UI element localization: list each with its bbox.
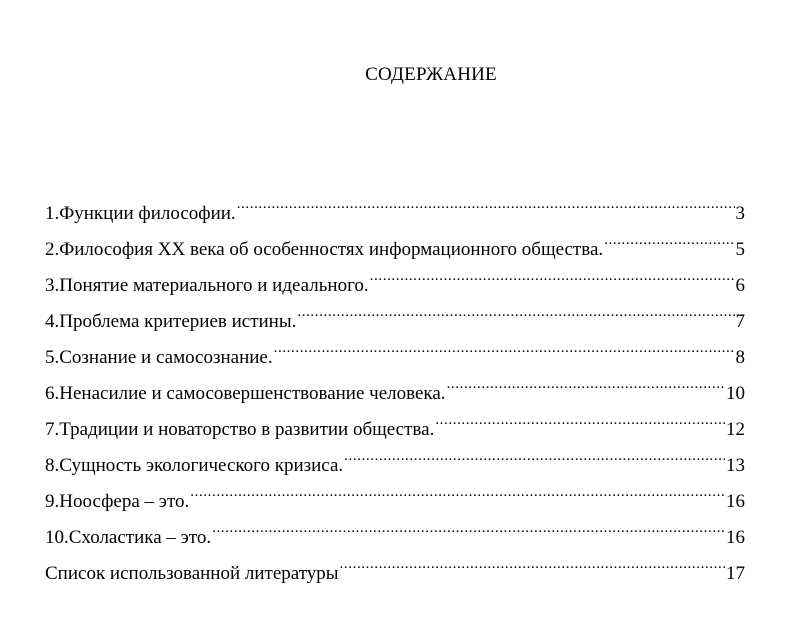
toc-item: [45, 297, 745, 333]
toc-item-page: 12: [726, 419, 745, 440]
toc-leader-dots: [211, 513, 725, 543]
toc-item: [45, 369, 745, 405]
toc-leader-dots: [236, 189, 735, 219]
toc-item-page: 13: [726, 455, 745, 476]
toc-item-label: 1.Функции философии.: [45, 203, 236, 224]
toc-item-label: 7.Традиции и новаторство в развитии общества.: [45, 419, 435, 440]
toc-item-label: Список использованной литературы: [45, 563, 339, 584]
toc-item: [45, 225, 745, 261]
toc-item: [45, 441, 745, 477]
toc-item-page: 16: [726, 527, 745, 548]
toc-item-page: 7: [735, 311, 745, 332]
toc-item-page: 8: [735, 347, 745, 368]
toc-item-label: 9.Ноосфера – это.: [45, 491, 190, 512]
toc-item-page: 6: [735, 275, 745, 296]
page-title: СОДЕРЖАНИЕ: [365, 64, 497, 85]
toc-item-label: 3.Понятие материального и идеального.: [45, 275, 369, 296]
toc-leader-dots: [446, 369, 725, 399]
toc-item: [45, 261, 745, 297]
toc-item: [45, 549, 745, 585]
toc-item-page: 10: [726, 383, 745, 404]
toc-item: [45, 513, 745, 549]
toc-item-page: 17: [726, 563, 745, 584]
toc-item: [45, 333, 745, 369]
toc-leader-dots: [434, 405, 725, 435]
toc-leader-dots: [273, 333, 735, 363]
toc-leader-dots: [343, 441, 725, 471]
toc-item-label: 4.Проблема критериев истины.: [45, 311, 297, 332]
toc-leader-dots: [369, 261, 735, 291]
toc-item: [45, 477, 745, 513]
toc-item-page: 5: [735, 239, 745, 260]
toc-item: [45, 189, 745, 225]
toc-item-label: 5.Сознание и самосознание.: [45, 347, 273, 368]
toc-item-page: 3: [735, 203, 745, 224]
table-of-contents: [45, 189, 745, 585]
toc-leader-dots: [296, 297, 734, 327]
toc-item-page: 16: [726, 491, 745, 512]
toc-leader-dots: [603, 225, 734, 255]
toc-item: [45, 405, 745, 441]
toc-leader-dots: [339, 549, 725, 579]
toc-item-label: 10.Схоластика – это.: [45, 527, 212, 548]
toc-item-label: 6.Ненасилие и самосовершенствование человека.: [45, 383, 446, 404]
toc-item-label: 2.Философия XX века об особенностях информационного общества.: [45, 239, 604, 260]
toc-item-label: 8.Сущность экологического кризиса.: [45, 455, 344, 476]
toc-leader-dots: [189, 477, 725, 507]
